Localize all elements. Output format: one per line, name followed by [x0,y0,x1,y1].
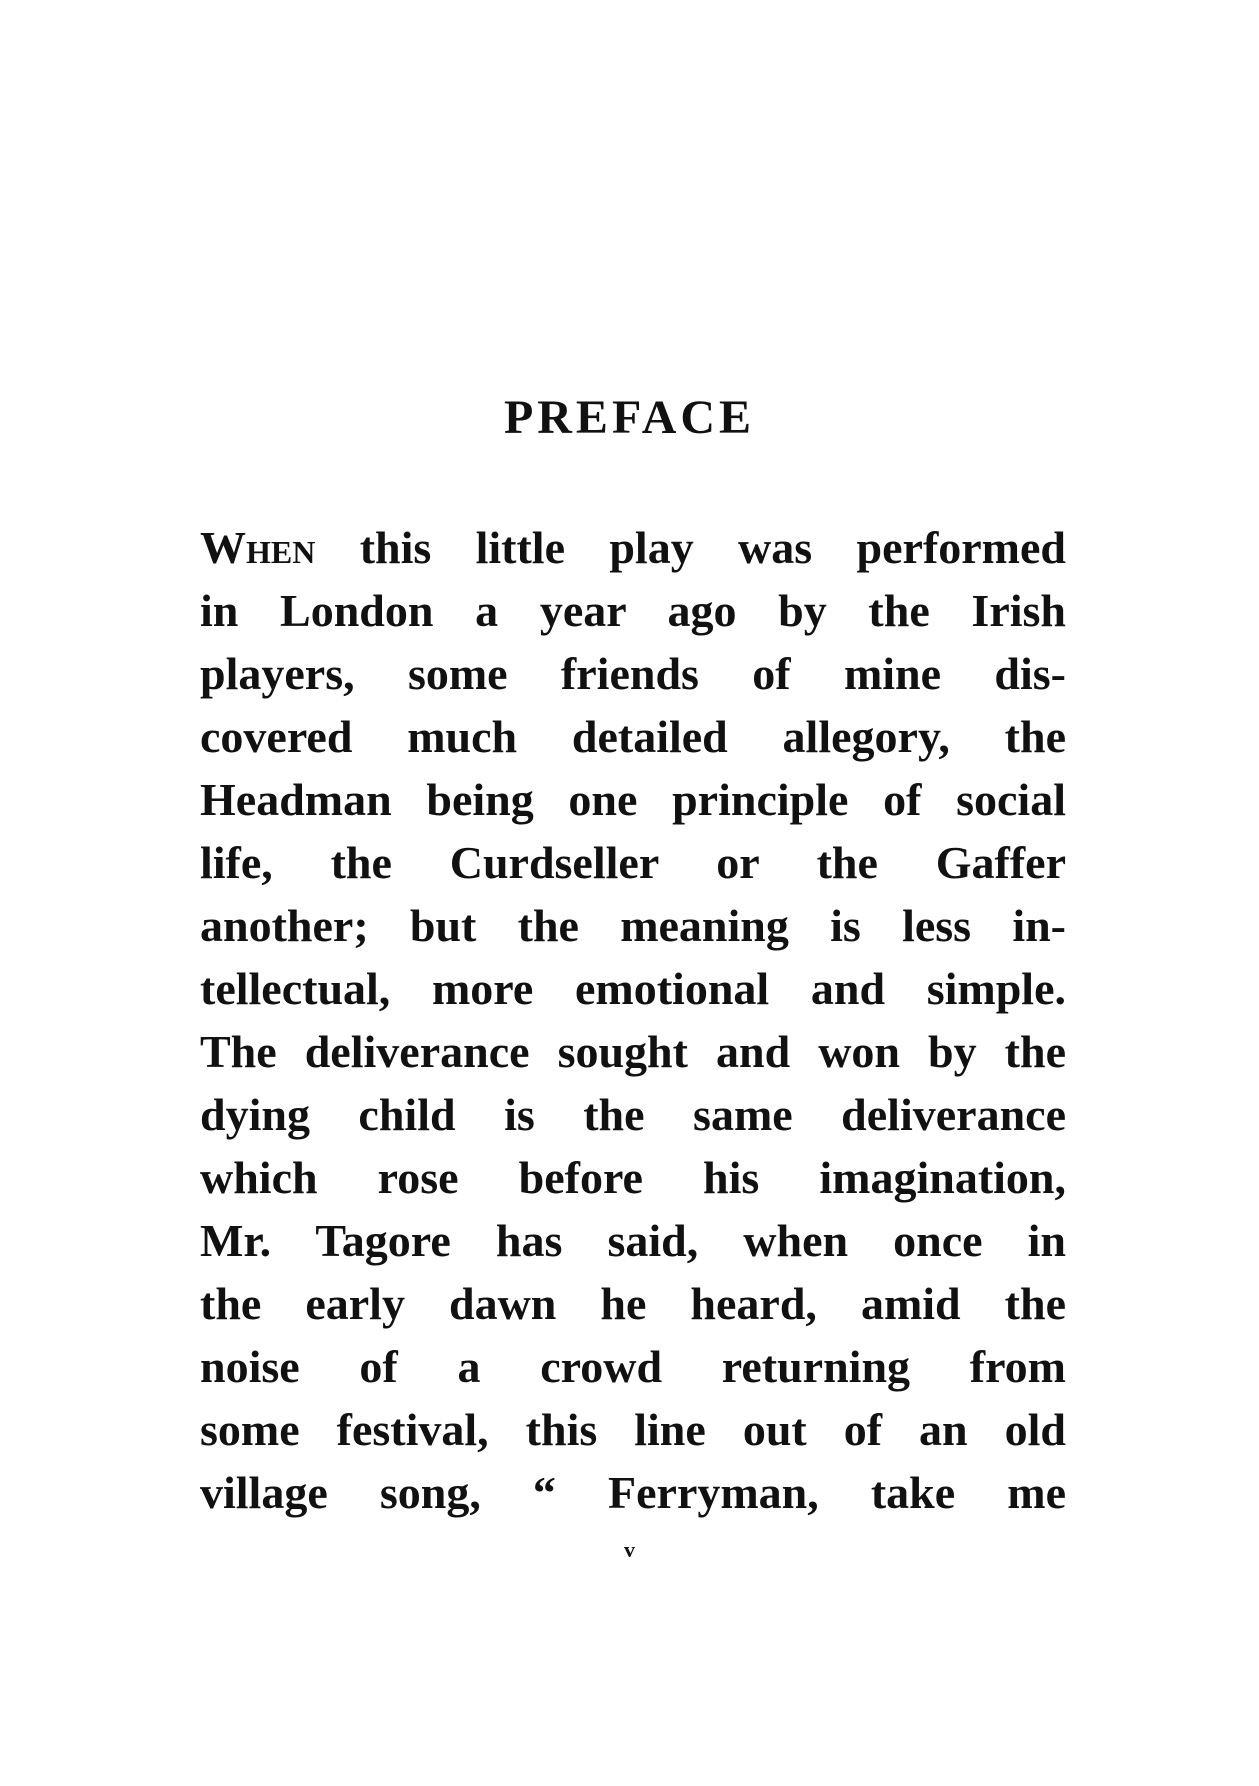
page-title: PREFACE [503,391,756,444]
text-line: another; but the meaning is less in- [200,900,1066,951]
text-line: tellectual, more emotional and simple. [200,963,1066,1014]
text-line: noise of a crowd returning from [200,1341,1066,1392]
text-line: village song, “ Ferryman, take me [200,1467,1066,1518]
text-line: dying child is the same deliverance [200,1089,1066,1140]
text-line [200,516,1066,579]
text-line: players, some friends of mine dis- [200,648,1066,699]
page-signature-mark: v [624,1537,635,1562]
text-line-content: this little play was performed [315,522,1066,573]
text-line: which rose before his imagination, [200,1152,1066,1203]
text-line: some festival, this line out of an old [200,1404,1066,1455]
text-line: life, the Curdseller or the Gaffer [200,837,1066,888]
opening-word: When [200,522,316,573]
preface-body [200,516,1066,1524]
text-line: the early dawn he heard, amid the [200,1278,1066,1329]
text-line: The deliverance sought and won by the [200,1026,1066,1077]
text-line: covered much detailed allegory, the [200,711,1066,762]
text-line: Headman being one principle of social [200,774,1066,825]
text-line: Mr. Tagore has said, when once in [200,1215,1066,1266]
text-line: in London a year ago by the Irish [200,585,1066,636]
